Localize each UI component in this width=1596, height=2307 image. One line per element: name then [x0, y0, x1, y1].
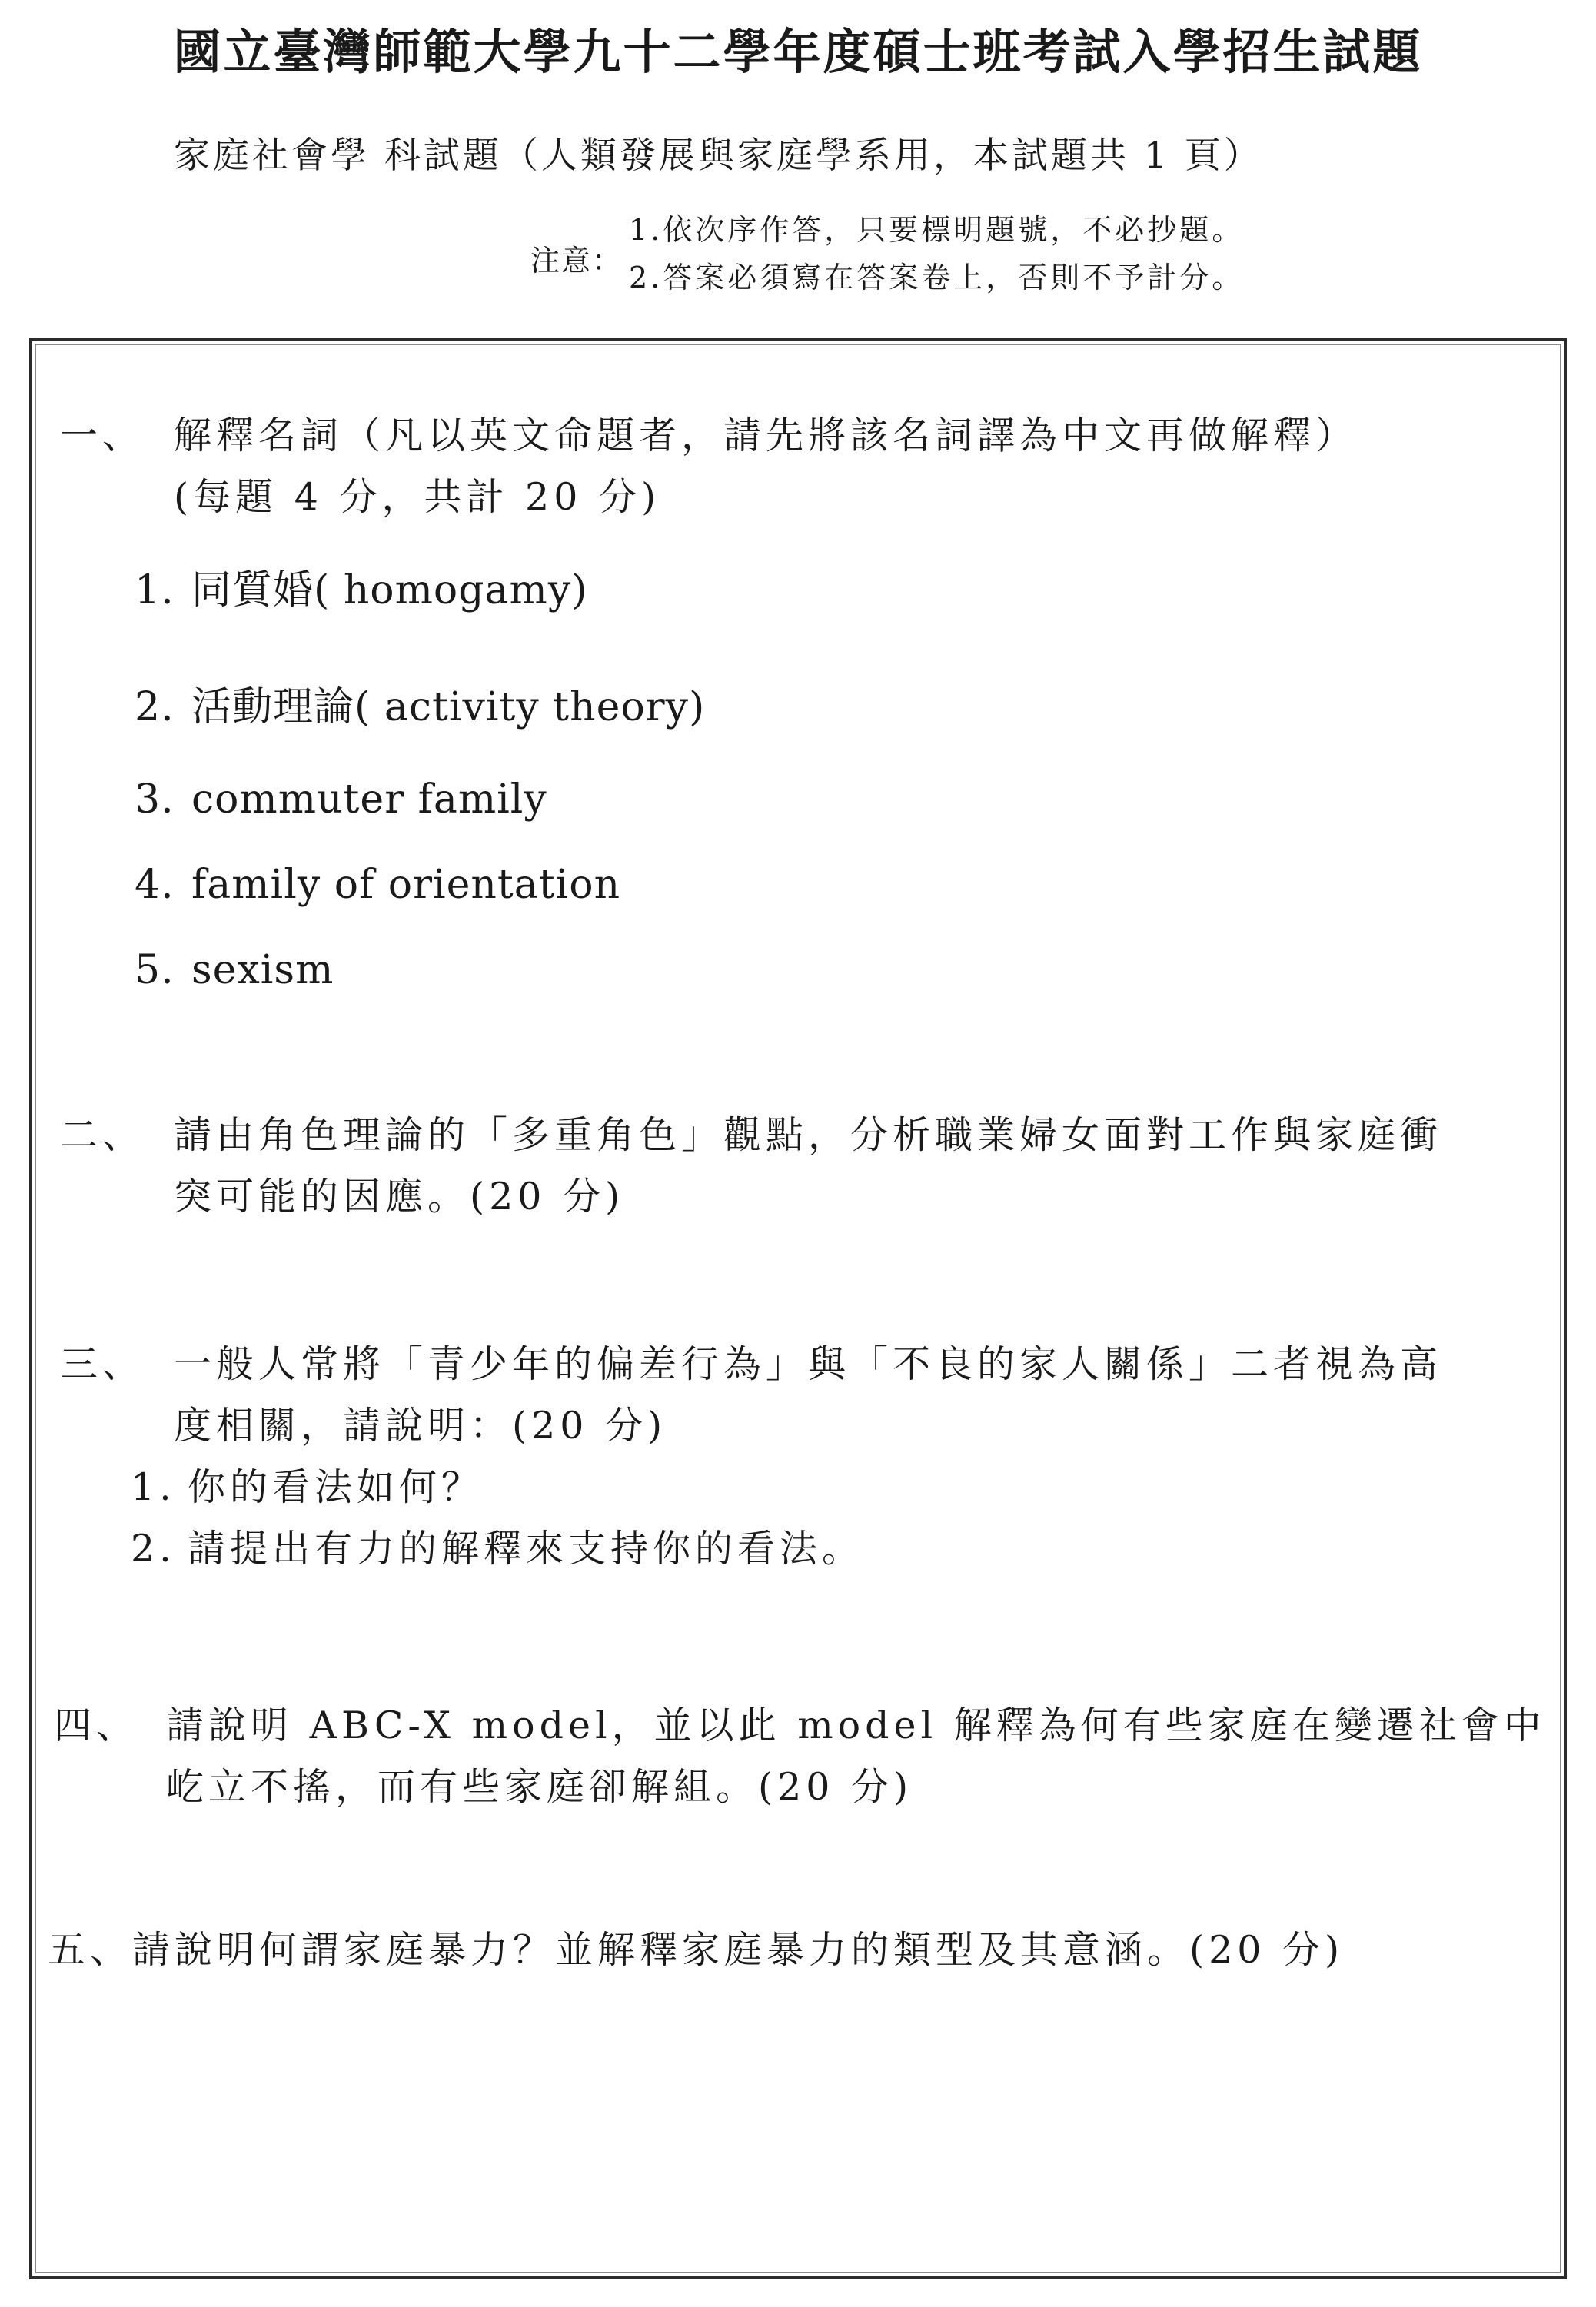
exam-page: 國立臺灣師範大學九十二學年度碩士班考試入學招生試題 家庭社會學 科試題（人類發展與家庭學系用，本試題共 1 頁） 注意： 1.依次序作答，只要標明題號，不必抄題。 2.答案必須寫在答案卷上，否則不予計分。 一、 解釋名詞（凡以英文命題者，請先將該名詞譯為中文再做解釋） (每題 4 分，共計 20 分) 1. 同質婚( homogamy) 2. 活動理論( activity theory) 3. commuter family 4. family of orientation 5. sexism 二、 請由角色理論的「多重角色」觀點，分析職業婦女面對工作與家庭衝 突可能的因應。(20 分) 三、 一般人常將「青少年的偏差行為」與「不良的家人關係」二者視為高 度相關，請說明：(20 分) 1. 你的看法如何？ 2. 請提出有力的解釋來支持你的看法。 四、 請說明 ABC-X model，並以此 model 解釋為何有些家庭在變遷社會中 屹立不搖，而有些家庭卻解組。(20 分) 五、請說明何謂家庭暴力？並解釋家庭暴力的類型及其意涵。(20 分) [0, 0, 1596, 2307]
question-number: 二、 [60, 1113, 145, 1157]
question-text-line: (每題 4 分，共計 20 分) [174, 475, 661, 519]
question-number: 一、 [60, 414, 145, 457]
exam-subtitle: 家庭社會學 科試題（人類發展與家庭學系用，本試題共 1 頁） [174, 135, 1263, 177]
question-text-line: 請由角色理論的「多重角色」觀點，分析職業婦女面對工作與家庭衝 [174, 1113, 1443, 1157]
notes-list [629, 206, 1244, 301]
question-number: 四、 [54, 1704, 139, 1747]
note-item: 2.答案必須寫在答案卷上，否則不予計分。 [629, 261, 1245, 294]
question-number: 三、 [60, 1342, 145, 1386]
question-text-line: 屹立不搖，而有些家庭卻解組。(20 分) [166, 1765, 913, 1809]
questions-frame [29, 338, 1567, 2279]
list-item: 5. sexism [135, 947, 334, 993]
question-text-line: 五、請說明何謂家庭暴力？並解釋家庭暴力的類型及其意涵。(20 分) [48, 1928, 1345, 1972]
notes-label: 注意： [530, 244, 623, 278]
note-item: 1.依次序作答，只要標明題號，不必抄題。 [629, 213, 1245, 247]
list-item: 2. 活動理論( activity theory) [135, 684, 706, 730]
question-text-line: 度相關，請說明：(20 分) [174, 1404, 667, 1448]
exam-title: 國立臺灣師範大學九十二學年度碩士班考試入學招生試題 [173, 24, 1423, 80]
question-text-line: 解釋名詞（凡以英文命題者，請先將該名詞譯為中文再做解釋） [174, 414, 1358, 457]
question-text-line: 請說明 ABC-X model，並以此 model 解釋為何有些家庭在變遷社會中 [166, 1704, 1546, 1747]
list-item: 3. commuter family [135, 776, 547, 823]
question-text-line: 突可能的因應。(20 分) [174, 1175, 625, 1218]
question-text-line: 一般人常將「青少年的偏差行為」與「不良的家人關係」二者視為高 [174, 1342, 1443, 1386]
list-item: 4. family of orientation [135, 862, 621, 908]
list-item: 1. 同質婚( homogamy) [135, 567, 588, 613]
